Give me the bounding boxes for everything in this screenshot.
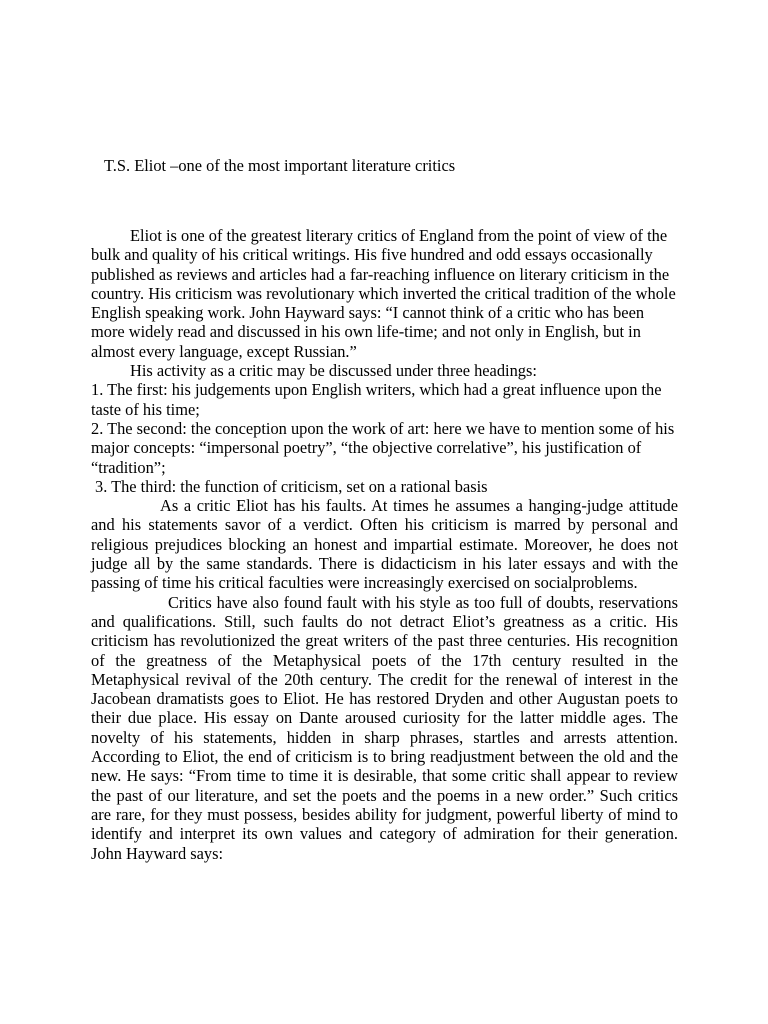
paragraph-style-and-legacy: Critics have also found fault with his style as too full of doubts, reservations and qualifications. Still, such faults do not detract Eliot’s greatness as a critic. His criticism has revolutionized the great writers of the past three centuries. His recognition of the greatness of the Metaphysical poets of the 17th century resulted in the Metaphysical revival of the 20th century. The credit for the renewal of interest in the Jacobean dramatists goes to Eliot. He has restored Dryden and other Augustan poets to their due place. His essay on Dante aroused curiosity for the latter middle ages. The novelty of his statements, hidden in sharp phrases, startles and arrests attention. According to Eliot, the end of criticism is to bring readjustment between the old and the new. He says: “From time to time it is desirable, that some critic shall appear to review the past of our literature, and set the poets and the poems in a new order.” Such critics are rare, for they must possess, besides ability for judgment, powerful liberty of mind to identify and interpret its own values and category of admiration for their generation. John Hayward says: xyxy=(91,592,678,863)
document-title: T.S. Eliot –one of the most important literature critics xyxy=(104,156,456,175)
list-item-second-heading: 2. The second: the conception upon the work of art: here we have to mention some of his major concepts: “impersonal poetry”, “the objective correlative”, his justification of “tradition”; xyxy=(91,418,675,477)
paragraph-introduction: Eliot is one of the greatest literary critics of England from the point of view of the bulk and quality of his critical writings. His five hundred and odd essays occasionally published as reviews and articles had a far-reaching influence on literary criticism in the country. His criticism was revolutionary which inverted the critical tradition of the whole English speaking work. John Hayward says: “I cannot think of a critic who has been more widely read and discussed in his own life-time; and not only in English, but in almost every language, except Russian.” xyxy=(91,226,676,361)
list-item-third-heading: 3. The third: the function of criticism, set on a rational basis xyxy=(95,476,488,496)
paragraph-faults: As a critic Eliot has his faults. At times he assumes a hanging-judge attitude and his statements savor of a verdict. Often his criticism is marred by personal and religious prejudices blocking an honest and impartial estimate. Moreover, he does not judge all by the same standards. There is didacticism in his later essays and with the passing of time his critical faculties were increasingly exercised on socialproblems. xyxy=(91,496,678,593)
paragraph-headings-intro: His activity as a critic may be discussed under three headings: xyxy=(130,361,537,381)
document-body xyxy=(91,226,678,863)
list-item-first-heading: 1. The first: his judgements upon English writers, which had a great influence upon the taste of his time; xyxy=(91,380,662,419)
